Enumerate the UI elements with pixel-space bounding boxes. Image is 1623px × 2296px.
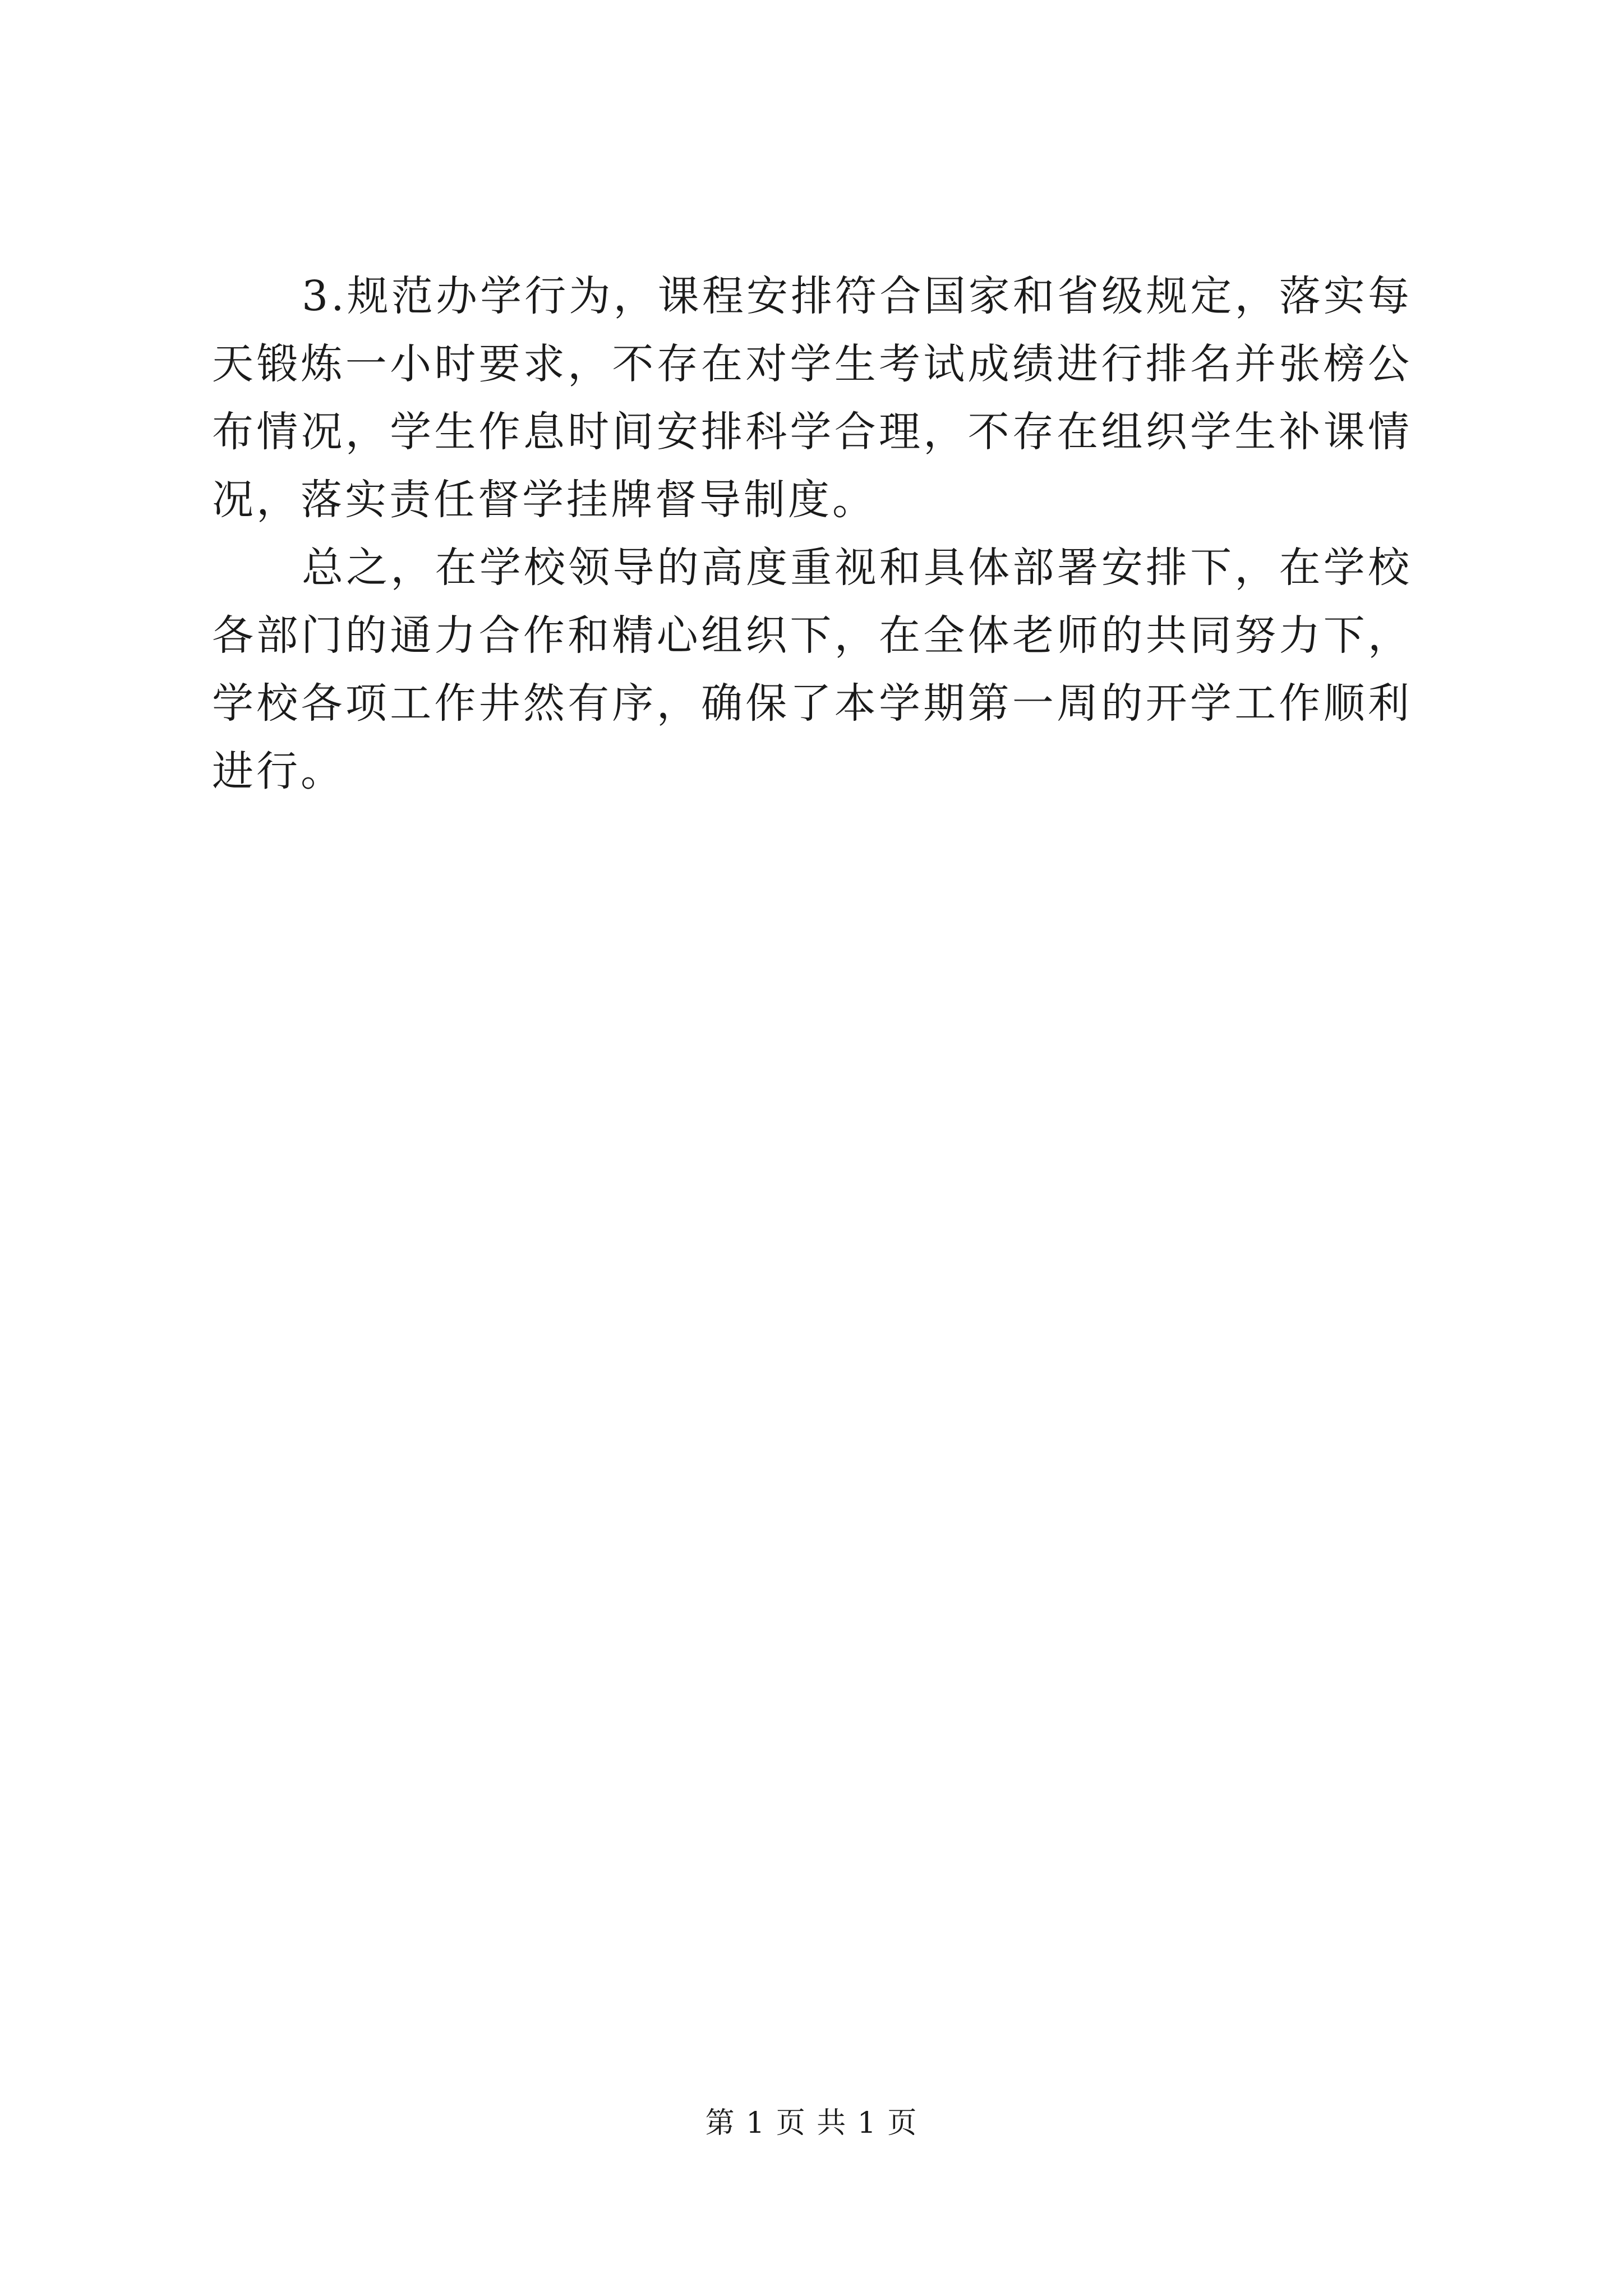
paragraph-2: 总之，在学校领导的高度重视和具体部署安排下，在学校各部门的通力合作和精心组织下，在全体老师的共同努力下，学校各项工作井然有序，确保了本学期第一周的开学工作顺利进行。	[212, 544, 1412, 795]
paragraph-1: 3.规范办学行为，课程安排符合国家和省级规定，落实每天锻炼一小时要求，不存在对学生考试成绩进行排名并张榜公布情况，学生作息时间安排科学合理，不存在组织学生补课情况，落实责任督学挂牌督导制度。	[212, 272, 1412, 524]
document-body	[212, 263, 1412, 806]
page-footer: 第 1 页 共 1 页	[705, 2106, 918, 2140]
